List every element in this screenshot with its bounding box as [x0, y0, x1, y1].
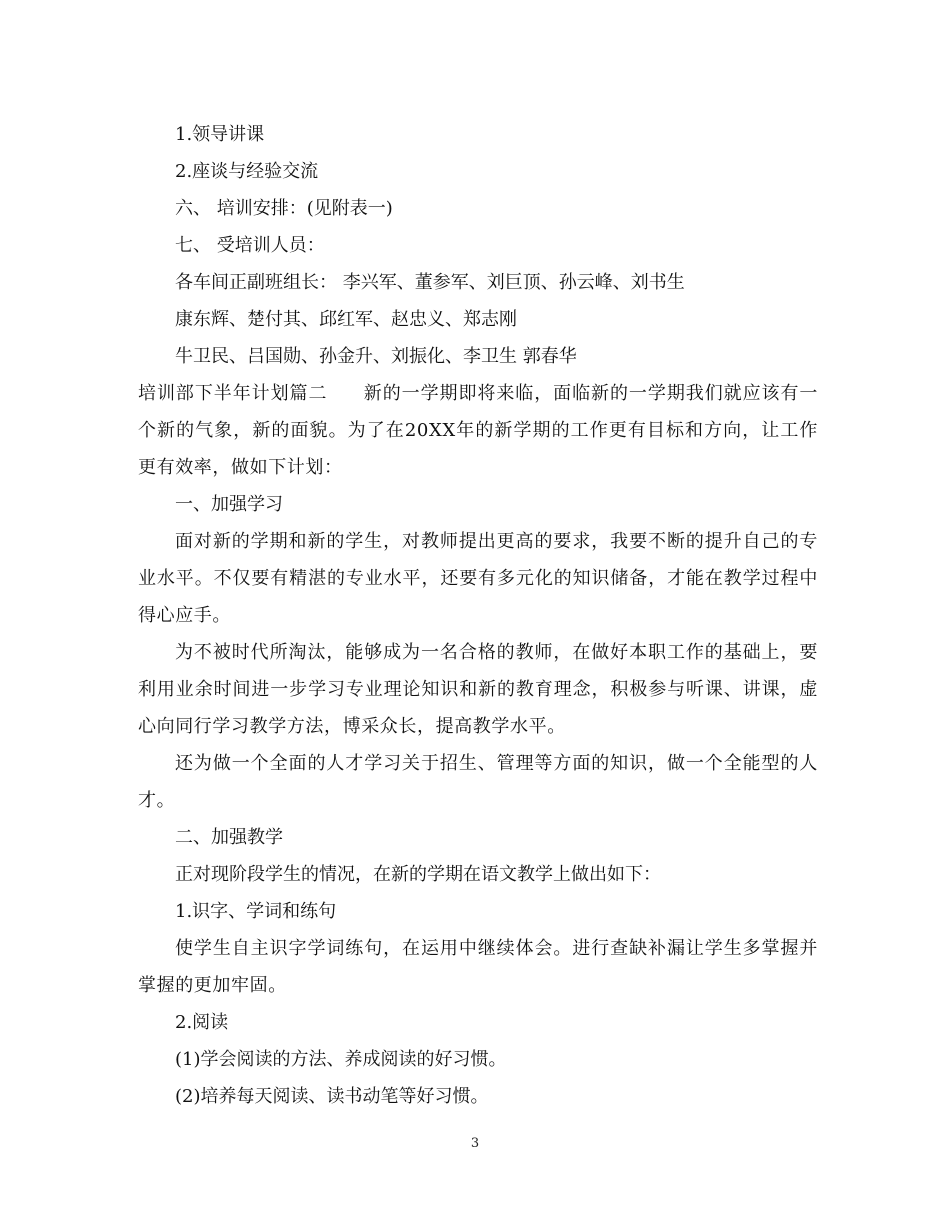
paragraph: 使学生自主识字学词练句，在运用中继续体会。进行查缺补漏让学生多掌握并掌握的更加牢固。 — [138, 938, 818, 996]
paragraph: 还为做一个全面的人才学习关于招生、管理等方面的知识，做一个全能型的人才。 — [138, 753, 818, 811]
paragraph: 面对新的学期和新的学生，对教师提出更高的要求，我要不断的提升自己的专业水平。不仅要有精湛的专业水平，还要有多元化的知识储备，才能在教学过程中得心应手。 — [138, 531, 818, 626]
subsection-heading: 1.识字、学词和练句 — [175, 901, 337, 922]
section-heading: 七、 受培训人员： — [175, 235, 325, 256]
trainee-line: 各车间正副班组长： 李兴军、董参军、刘巨顶、孙云峰、刘书生 — [175, 272, 685, 293]
list-item: (1)学会阅读的方法、养成阅读的好习惯。 — [175, 1049, 507, 1070]
section-heading: 一、加强学习 — [175, 494, 283, 515]
list-item: 2.座谈与经验交流 — [175, 161, 319, 182]
subsection-heading: 2.阅读 — [175, 1012, 229, 1033]
section-heading: 六、 培训安排：(见附表一) — [175, 198, 393, 219]
list-item: (2)培养每天阅读、读书动笔等好习惯。 — [175, 1086, 489, 1107]
trainee-line: 牛卫民、吕国勋、孙金升、刘振化、李卫生 郭春华 — [175, 346, 577, 367]
section-title: 培训部下半年计划篇二 — [138, 383, 328, 404]
paragraph: 正对现阶段学生的情况，在新的学期在语文教学上做出如下： — [175, 864, 661, 885]
document-body — [138, 116, 818, 1115]
list-item: 1.领导讲课 — [175, 124, 265, 145]
section-heading: 二、加强教学 — [175, 827, 283, 848]
section-intro — [138, 375, 818, 486]
intro-text: 新的一学期即将来临，面临新的一学期我们就应该有一个新的气象，新的面貌。为了在20XX年的新学期的工作更有目标和方向，让工作更有效率，做如下计划： — [138, 383, 819, 478]
page-number: 3 — [470, 1136, 480, 1151]
trainee-line: 康东辉、楚付其、邱红军、赵忠义、郑志刚 — [175, 309, 517, 330]
paragraph: 为不被时代所淘汰，能够成为一名合格的教师，在做好本职工作的基础上，要利用业余时间进一步学习专业理论知识和新的教育理念，积极参与听课、讲课，虚心向同行学习教学方法，博采众长，提高教学水平。 — [138, 642, 818, 737]
